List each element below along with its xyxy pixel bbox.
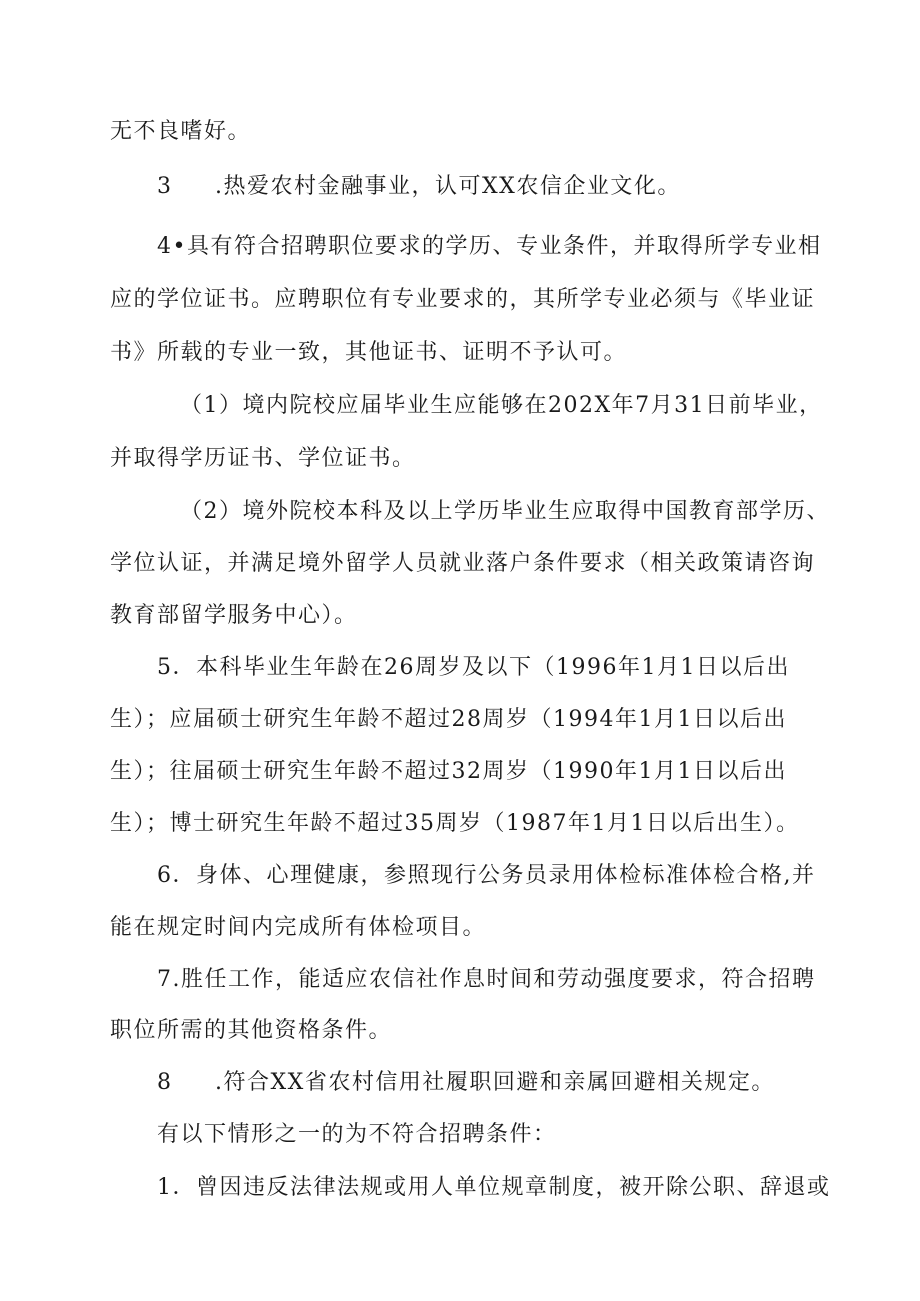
text-line: 4•具有符合招聘职位要求的学历、专业条件，并取得所学专业相 (157, 234, 822, 259)
item-number: 3 (157, 174, 173, 199)
item-text: .热爱农村金融事业，认可XX农信企业文化。 (215, 174, 681, 199)
item-number: 8 (157, 1070, 173, 1095)
text-line: 能在规定时间内完成所有体检项目。 (110, 915, 487, 940)
text-line: 5．本科毕业生年龄在26周岁及以下（1996年1月1日以后出 (157, 655, 790, 680)
text-line: 应的学位证书。应聘职位有专业要求的，其所学专业必须与《毕业证 (110, 287, 816, 312)
text-line: 6．身体、心理健康，参照现行公务员录用体检标准体检合格,并 (157, 863, 816, 888)
text-line: 学位认证，并满足境外留学人员就业落户条件要求（相关政策请咨询 (110, 551, 816, 576)
item-text: .符合XX省农村信用社履职回避和亲属回避相关规定。 (215, 1070, 775, 1095)
text-line: 生）；应届硕士研究生年龄不超过28周岁（1994年1月1日以后出 (110, 707, 787, 732)
text-line: 并取得学历证书、学位证书。 (110, 446, 416, 471)
text-line: 有以下情形之一的为不符合招聘条件： (157, 1122, 557, 1147)
text-line: 书》所载的专业一致，其他证书、证明不予认可。 (110, 340, 628, 365)
text-line: 无不良嗜好。 (110, 119, 252, 144)
text-line: （1）境内院校应届毕业生应能够在202X年7月31日前毕业， (180, 393, 823, 418)
text-line: 教育部留学服务中心）。 (110, 603, 358, 628)
text-line: 7.胜任工作，能适应农信社作息时间和劳动强度要求，符合招聘 (157, 967, 816, 992)
text-line: 1．曾因违反法律法规或用人单位规章制度，被开除公职、辞退或 (157, 1175, 831, 1200)
text-line: （2）境外院校本科及以上学历毕业生应取得中国教育部学历、 (180, 499, 830, 524)
text-line: 生）；往届硕士研究生年龄不超过32周岁（1990年1月1日以后出 (110, 759, 787, 784)
text-line: 生）；博士研究生年龄不超过35周岁（1987年1月1日以后出生）。 (110, 811, 800, 836)
list-item-3 (157, 172, 681, 202)
text-line: 职位所需的其他资格条件。 (110, 1018, 393, 1043)
list-item-8 (157, 1068, 775, 1098)
